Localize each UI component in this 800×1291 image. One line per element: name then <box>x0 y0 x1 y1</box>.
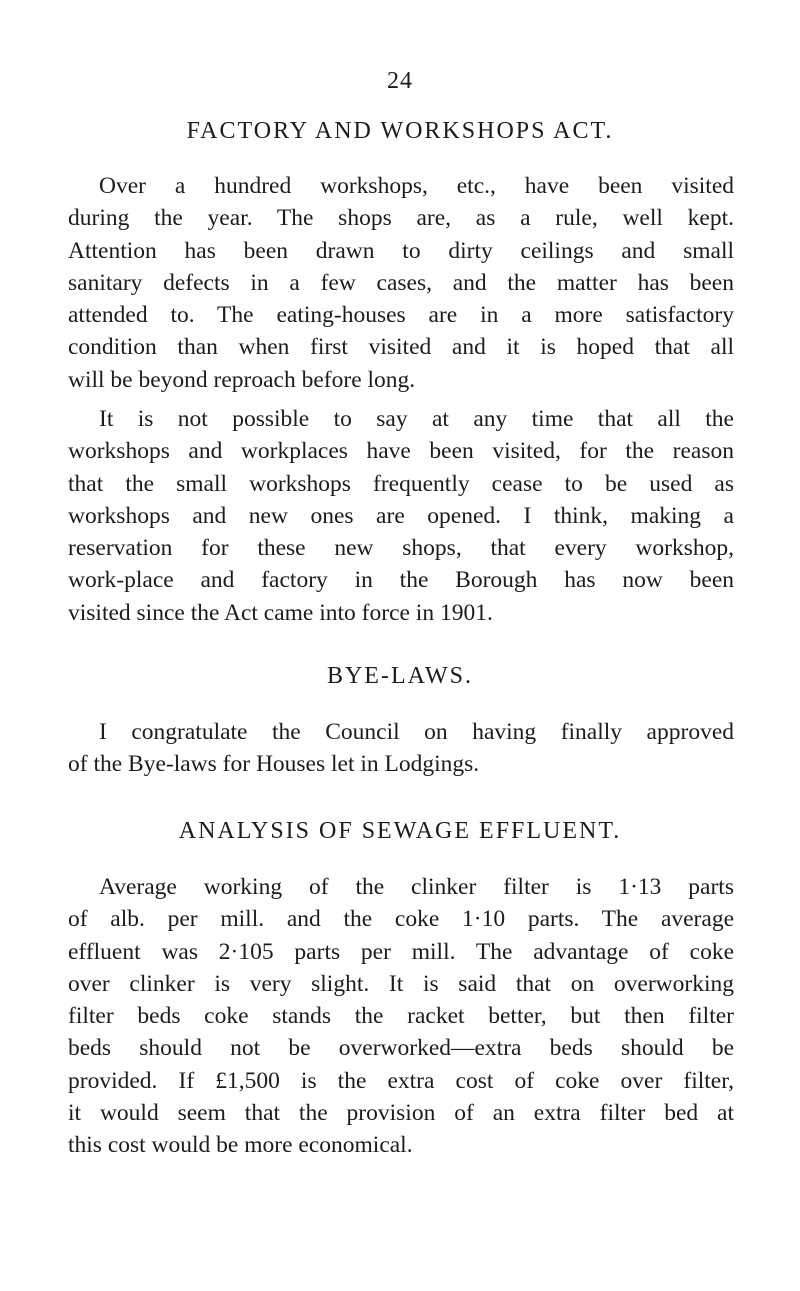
text-line: Over a hundred workshops, etc., have been visited <box>99 173 734 199</box>
paragraph-factory-2 <box>68 403 734 629</box>
text-line: Average working of the clinker filter is 1·13 parts <box>99 874 734 900</box>
text-line: reservation for these new shops, that every workshop, <box>68 535 734 562</box>
text-line: work-place and factory in the Borough has now been <box>68 567 734 594</box>
heading-analysis-sewage-effluent: ANALYSIS OF SEWAGE EFFLUENT. <box>178 818 622 844</box>
paragraph-analysis <box>68 871 734 1162</box>
text-line: condition than when first visited and it is hoped that all <box>68 334 734 361</box>
text-line: it would seem that the provision of an extra filter bed at <box>68 1100 734 1127</box>
text-line: attended to. The eating-houses are in a more satisfactory <box>68 302 734 329</box>
text-line: of alb. per mill. and the coke 1·10 parts. The average <box>68 906 734 933</box>
text-line: filter beds coke stands the racket better, but then filter <box>68 1003 734 1030</box>
page-number: 24 <box>387 68 413 94</box>
text-line: workshops and workplaces have been visited, for the reason <box>68 438 734 465</box>
text-line: effluent was 2·105 parts per mill. The advantage of coke <box>68 938 734 965</box>
text-line: during the year. The shops are, as a rule, well kept. <box>68 205 734 232</box>
text-line: visited since the Act came into force in 1901. <box>68 599 493 626</box>
text-line: that the small workshops frequently cease to be used as <box>68 470 734 497</box>
text-line: workshops and new ones are opened. I think, making a <box>68 502 734 529</box>
heading-factory-workshops-act: FACTORY AND WORKSHOPS ACT. <box>186 118 614 144</box>
text-line: sanitary defects in a few cases, and the matter has been <box>68 269 734 296</box>
text-line: of the Bye-laws for Houses let in Lodgings. <box>68 751 480 778</box>
text-line: provided. If £1,500 is the extra cost of coke over filter, <box>68 1067 734 1094</box>
text-line: this cost would be more economical. <box>68 1132 413 1159</box>
text-line: will be beyond reproach before long. <box>68 366 416 393</box>
text-line: It is not possible to say at any time that all the <box>99 406 734 432</box>
paragraph-bye-laws <box>68 716 734 781</box>
text-line: Attention has been drawn to dirty ceilings and small <box>68 237 734 264</box>
text-line: I congratulate the Council on having finally approved <box>99 719 734 745</box>
text-line: beds should not be overworked—extra beds should be <box>68 1035 734 1062</box>
paragraph-factory-1 <box>68 170 734 396</box>
heading-bye-laws: BYE-LAWS. <box>326 663 474 689</box>
text-line: over clinker is very slight. It is said that on overworking <box>68 970 734 997</box>
